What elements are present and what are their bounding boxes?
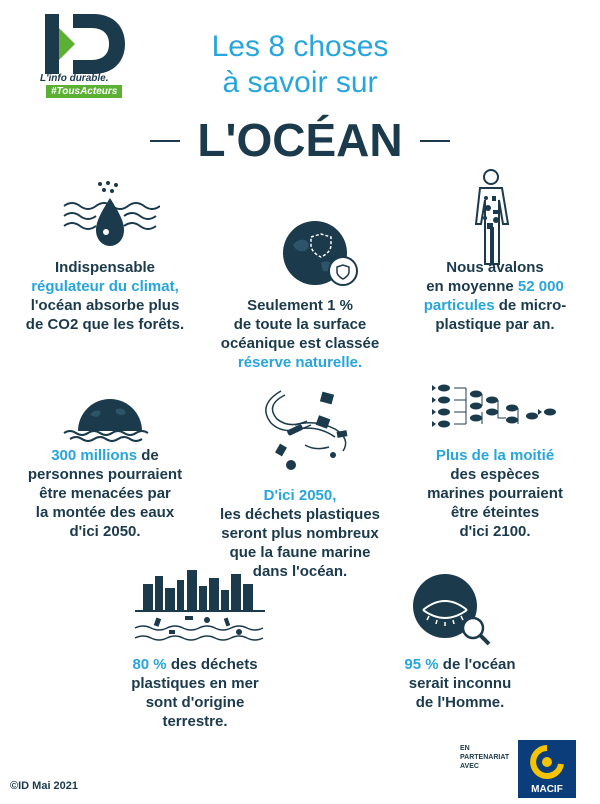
fact-2: Seulement 1 % de toute la surface océanique est classée réserve naturelle.	[220, 297, 380, 371]
title-line-1: Les 8 choses	[211, 30, 389, 63]
fish-species-icon	[432, 378, 562, 438]
globe-water-rising-icon	[60, 385, 160, 445]
title-line-2: à savoir sur	[222, 66, 378, 99]
partner-label: EN PARTENARIAT AVEC	[460, 745, 510, 770]
copyright-text: ©ID Mai 2021	[10, 780, 79, 792]
fact-7: 80 % des déchets plastiques en mer sont d'origine terrestre.	[131, 656, 259, 730]
human-body-icon	[466, 168, 516, 268]
id-logo[interactable]	[45, 14, 125, 76]
page-title: L'OCÉAN	[197, 114, 403, 166]
fact-3: Nous avalons en moyenne 52 000 particules de micro- plastique par an.	[423, 259, 567, 333]
logo-tagline: L'info durable.	[40, 73, 109, 84]
fact-8: 95 % de l'océan serait inconnu de l'Homme.	[404, 656, 516, 711]
macif-name: MACIF	[531, 784, 563, 795]
fact-4: 300 millions de personnes pourraient être menacées par la montée des eaux d'ici 2050.	[27, 447, 183, 540]
plastic-swirl-icon	[255, 385, 365, 475]
logo-hashtag: #TousActeurs	[46, 85, 122, 98]
globe-shield-icon	[275, 215, 365, 295]
water-drop-waves-icon	[60, 180, 160, 250]
city-waste-icon	[135, 570, 265, 645]
macif-logo[interactable]	[518, 740, 576, 798]
fact-6: Plus de la moitié des espèces marines pourraient être éteintes d'ici 2100.	[427, 447, 563, 540]
fact-5: D'ici 2050, les déchets plastiques seront plus nombreux que la faune marine dans l'océan.	[219, 487, 381, 580]
fact-1: Indispensable régulateur du climat, l'océan absorbe plus de CO2 que les forêts.	[25, 259, 185, 333]
globe-eye-icon	[405, 570, 495, 650]
